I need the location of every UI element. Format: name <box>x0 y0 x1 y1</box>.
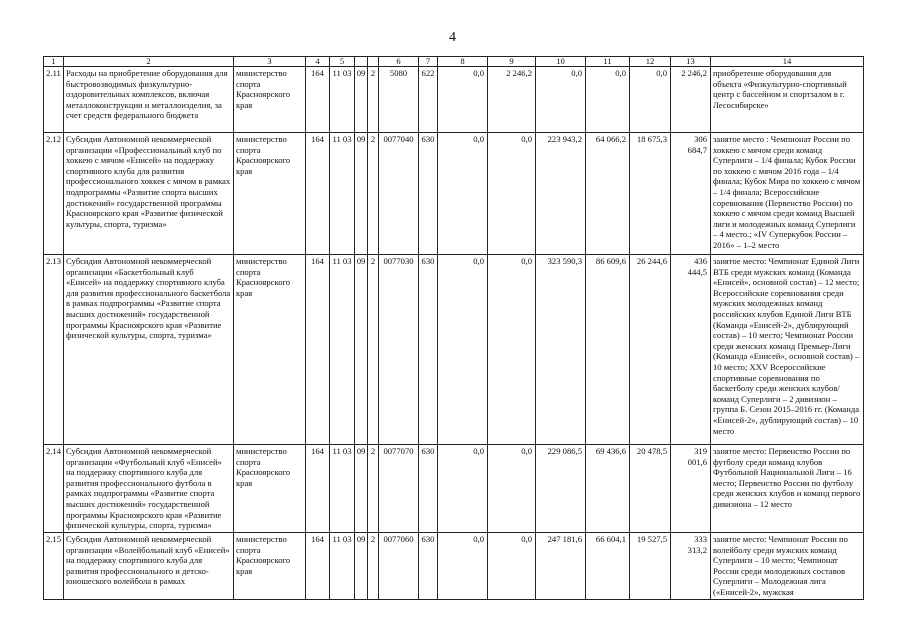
col4-code: 164 <box>306 533 330 600</box>
header-cell: 8 <box>438 57 488 67</box>
col5-section: 11 03 <box>330 133 355 255</box>
header-cell: 13 <box>671 57 711 67</box>
col8-value: 0,0 <box>438 445 488 533</box>
col13-total: 436 444,5 <box>671 255 711 445</box>
table-row <box>44 67 864 133</box>
col12-value: 19 527,5 <box>630 533 671 600</box>
col14-result: занятое место: Чемпионат Единой Лиги ВТБ среди мужских команд (Команда «Енисей», основной состав) – 12 место; Всероссийские соревнования среди мужских молодежных команд российских клубов Единой Лиги ВТБ (Команда «Енисей-2», дублирующий состав) – 10 место; Чемпионат России среди женских команд Премьер-Лиги (Команда «Енисей», основной состав) – 10 место; XXV Всероссийские спортивные соревнования по баскетболу среди женских клубов/команд Суперлиги – 2 дивизион – группа Б. Сезон 2015–2016 гг. (Команда «Енисей-2», дублирующий состав) – 10 место <box>711 255 864 445</box>
header-cell: 6 <box>379 57 419 67</box>
col4-code: 164 <box>306 255 330 445</box>
col5-section: 11 03 <box>330 255 355 445</box>
col6-target: 5080 <box>379 67 419 133</box>
col11-value: 66 604,1 <box>586 533 630 600</box>
col7-type: 630 <box>419 255 438 445</box>
col8-value: 0,0 <box>438 255 488 445</box>
header-cell: 4 <box>306 57 330 67</box>
row-number: 2.15 <box>44 533 64 600</box>
col7-type: 630 <box>419 445 438 533</box>
row-number: 2.13 <box>44 255 64 445</box>
col13-total: 319 001,6 <box>671 445 711 533</box>
col5-section: 11 03 <box>330 67 355 133</box>
col13-total: 333 313,2 <box>671 533 711 600</box>
header-cell: 12 <box>630 57 671 67</box>
col5-program: 2 <box>368 133 379 255</box>
col5-program: 2 <box>368 445 379 533</box>
col12-value: 0,0 <box>630 67 671 133</box>
col10-value: 0,0 <box>536 67 586 133</box>
col6-target: 0077060 <box>379 533 419 600</box>
col6-target: 0077070 <box>379 445 419 533</box>
col14-result: занятое место : Чемпионат России по хоккею с мячом среди команд Суперлиги – 1/4 финала; Кубок России по хоккею с мячом 2016 года – 1/4 финала; Кубок Мира по хоккею с мячом – 1/4 финала; Всероссийские соревнования (Первенство России) по хоккею с мячом среди команд Высшей лиги и молодежных команд Суперлиги – 4 место.; «IV Суперкубок России – 2016» – 1–2 место <box>711 133 864 255</box>
col9-value: 0,0 <box>488 533 536 600</box>
header-cell <box>368 57 379 67</box>
col6-target: 0077030 <box>379 255 419 445</box>
row-number: 2.12 <box>44 133 64 255</box>
header-cell: 7 <box>419 57 438 67</box>
header-cell: 9 <box>488 57 536 67</box>
col13-total: 2 246,2 <box>671 67 711 133</box>
col5-subsection: 09 <box>355 255 368 445</box>
col10-value: 247 181,6 <box>536 533 586 600</box>
header-cell: 2 <box>64 57 234 67</box>
header-cell: 5 <box>330 57 355 67</box>
header-cell: 11 <box>586 57 630 67</box>
col7-type: 630 <box>419 133 438 255</box>
col5-program: 2 <box>368 255 379 445</box>
col12-value: 18 675,3 <box>630 133 671 255</box>
table-row <box>44 133 864 255</box>
row-number: 2.11 <box>44 67 64 133</box>
col5-subsection: 09 <box>355 133 368 255</box>
col11-value: 64 066,2 <box>586 133 630 255</box>
col12-value: 26 244,6 <box>630 255 671 445</box>
row-ministry: министерство спорта Красноярского края <box>234 255 306 445</box>
row-name: Субсидия Автономной некоммерческой организации «Волейбольный клуб «Енисей» на поддержку спортивного клуба для развития профессионального и детско-юношеского волейбола в рамках <box>64 533 234 600</box>
table-row <box>44 445 864 533</box>
table-row <box>44 255 864 445</box>
col9-value: 2 246,2 <box>488 67 536 133</box>
col7-type: 622 <box>419 67 438 133</box>
col4-code: 164 <box>306 133 330 255</box>
row-ministry: министерство спорта Красноярского края <box>234 533 306 600</box>
col12-value: 20 478,5 <box>630 445 671 533</box>
row-number: 2.14 <box>44 445 64 533</box>
col10-value: 229 086,5 <box>536 445 586 533</box>
col5-subsection: 09 <box>355 67 368 133</box>
row-ministry: министерство спорта Красноярского края <box>234 133 306 255</box>
budget-table <box>43 56 864 600</box>
row-name: Субсидия Автономной некоммерческой организации «Футбольный клуб «Енисей» на поддержку спортивного клуба для развития профессионального футбола в рамках подпрограммы «Развитие спорта высших достижений» государственной программы Красноярского края «Развитие физической культуры, спорта, туризма» <box>64 445 234 533</box>
col9-value: 0,0 <box>488 255 536 445</box>
header-cell: 10 <box>536 57 586 67</box>
header-cell: 3 <box>234 57 306 67</box>
col13-total: 306 684,7 <box>671 133 711 255</box>
row-ministry: министерство спорта Красноярского края <box>234 445 306 533</box>
page-number: 4 <box>449 30 456 45</box>
col14-result: занятое место: Чемпионат России по волейболу среди мужских команд Суперлиги – 10 место; Чемпионат России среди молодежных составов Суперлиги – Молодежная лига («Енисей-2», мужская <box>711 533 864 600</box>
header-cell <box>355 57 368 67</box>
col10-value: 323 590,3 <box>536 255 586 445</box>
col11-value: 0,0 <box>586 67 630 133</box>
col6-target: 0077040 <box>379 133 419 255</box>
col5-program: 2 <box>368 533 379 600</box>
header-row <box>44 57 864 67</box>
col9-value: 0,0 <box>488 133 536 255</box>
row-ministry: министерство спорта Красноярского края <box>234 67 306 133</box>
row-name: Субсидия Автономной некоммерческой организации «Профессиональный клуб по хоккею с мячом «Енисей» на поддержку спортивного клуба для развития профессионального хоккея с мячом в рамках подпрограммы «Развитие спорта высших достижений» государственной программы Красноярского края «Развитие физической культуры, спорта, туризма» <box>64 133 234 255</box>
col14-result: занятое место: Первенство России по футболу среди команд клубов Футбольной Национальной Лиги – 16 место; Первенство России по футболу среди женских клубов и команд первого дивизиона – 12 место <box>711 445 864 533</box>
col5-subsection: 09 <box>355 445 368 533</box>
col5-section: 11 03 <box>330 445 355 533</box>
col5-program: 2 <box>368 67 379 133</box>
col8-value: 0,0 <box>438 533 488 600</box>
col11-value: 86 609,6 <box>586 255 630 445</box>
col5-section: 11 03 <box>330 533 355 600</box>
col5-subsection: 09 <box>355 533 368 600</box>
header-cell: 1 <box>44 57 64 67</box>
col4-code: 164 <box>306 445 330 533</box>
col7-type: 630 <box>419 533 438 600</box>
col8-value: 0,0 <box>438 133 488 255</box>
col4-code: 164 <box>306 67 330 133</box>
row-name: Субсидия Автономной некоммерческой организации «Баскетбольный клуб «Енисей» на поддержку спортивного клуба для развития профессионального баскетбола в рамках подпрограммы «Развитие спорта высших достижений» государственной программы Красноярского края «Развитие физической культуры, спорта, туризма» <box>64 255 234 445</box>
col8-value: 0,0 <box>438 67 488 133</box>
col14-result: приобретение оборудования для объекта «Физкультурно-спортивный центр с бассейном и спортзалом в г. Лесосибирске» <box>711 67 864 133</box>
col10-value: 223 943,2 <box>536 133 586 255</box>
table-row <box>44 533 864 600</box>
col9-value: 0,0 <box>488 445 536 533</box>
row-name: Расходы на приобретение оборудования для быстровозводимых физкультурно-оздоровительных комплексов, включая металлоконструкции и металлоизделия, за счет средств федерального бюджета <box>64 67 234 133</box>
header-cell: 14 <box>711 57 864 67</box>
col11-value: 69 436,6 <box>586 445 630 533</box>
